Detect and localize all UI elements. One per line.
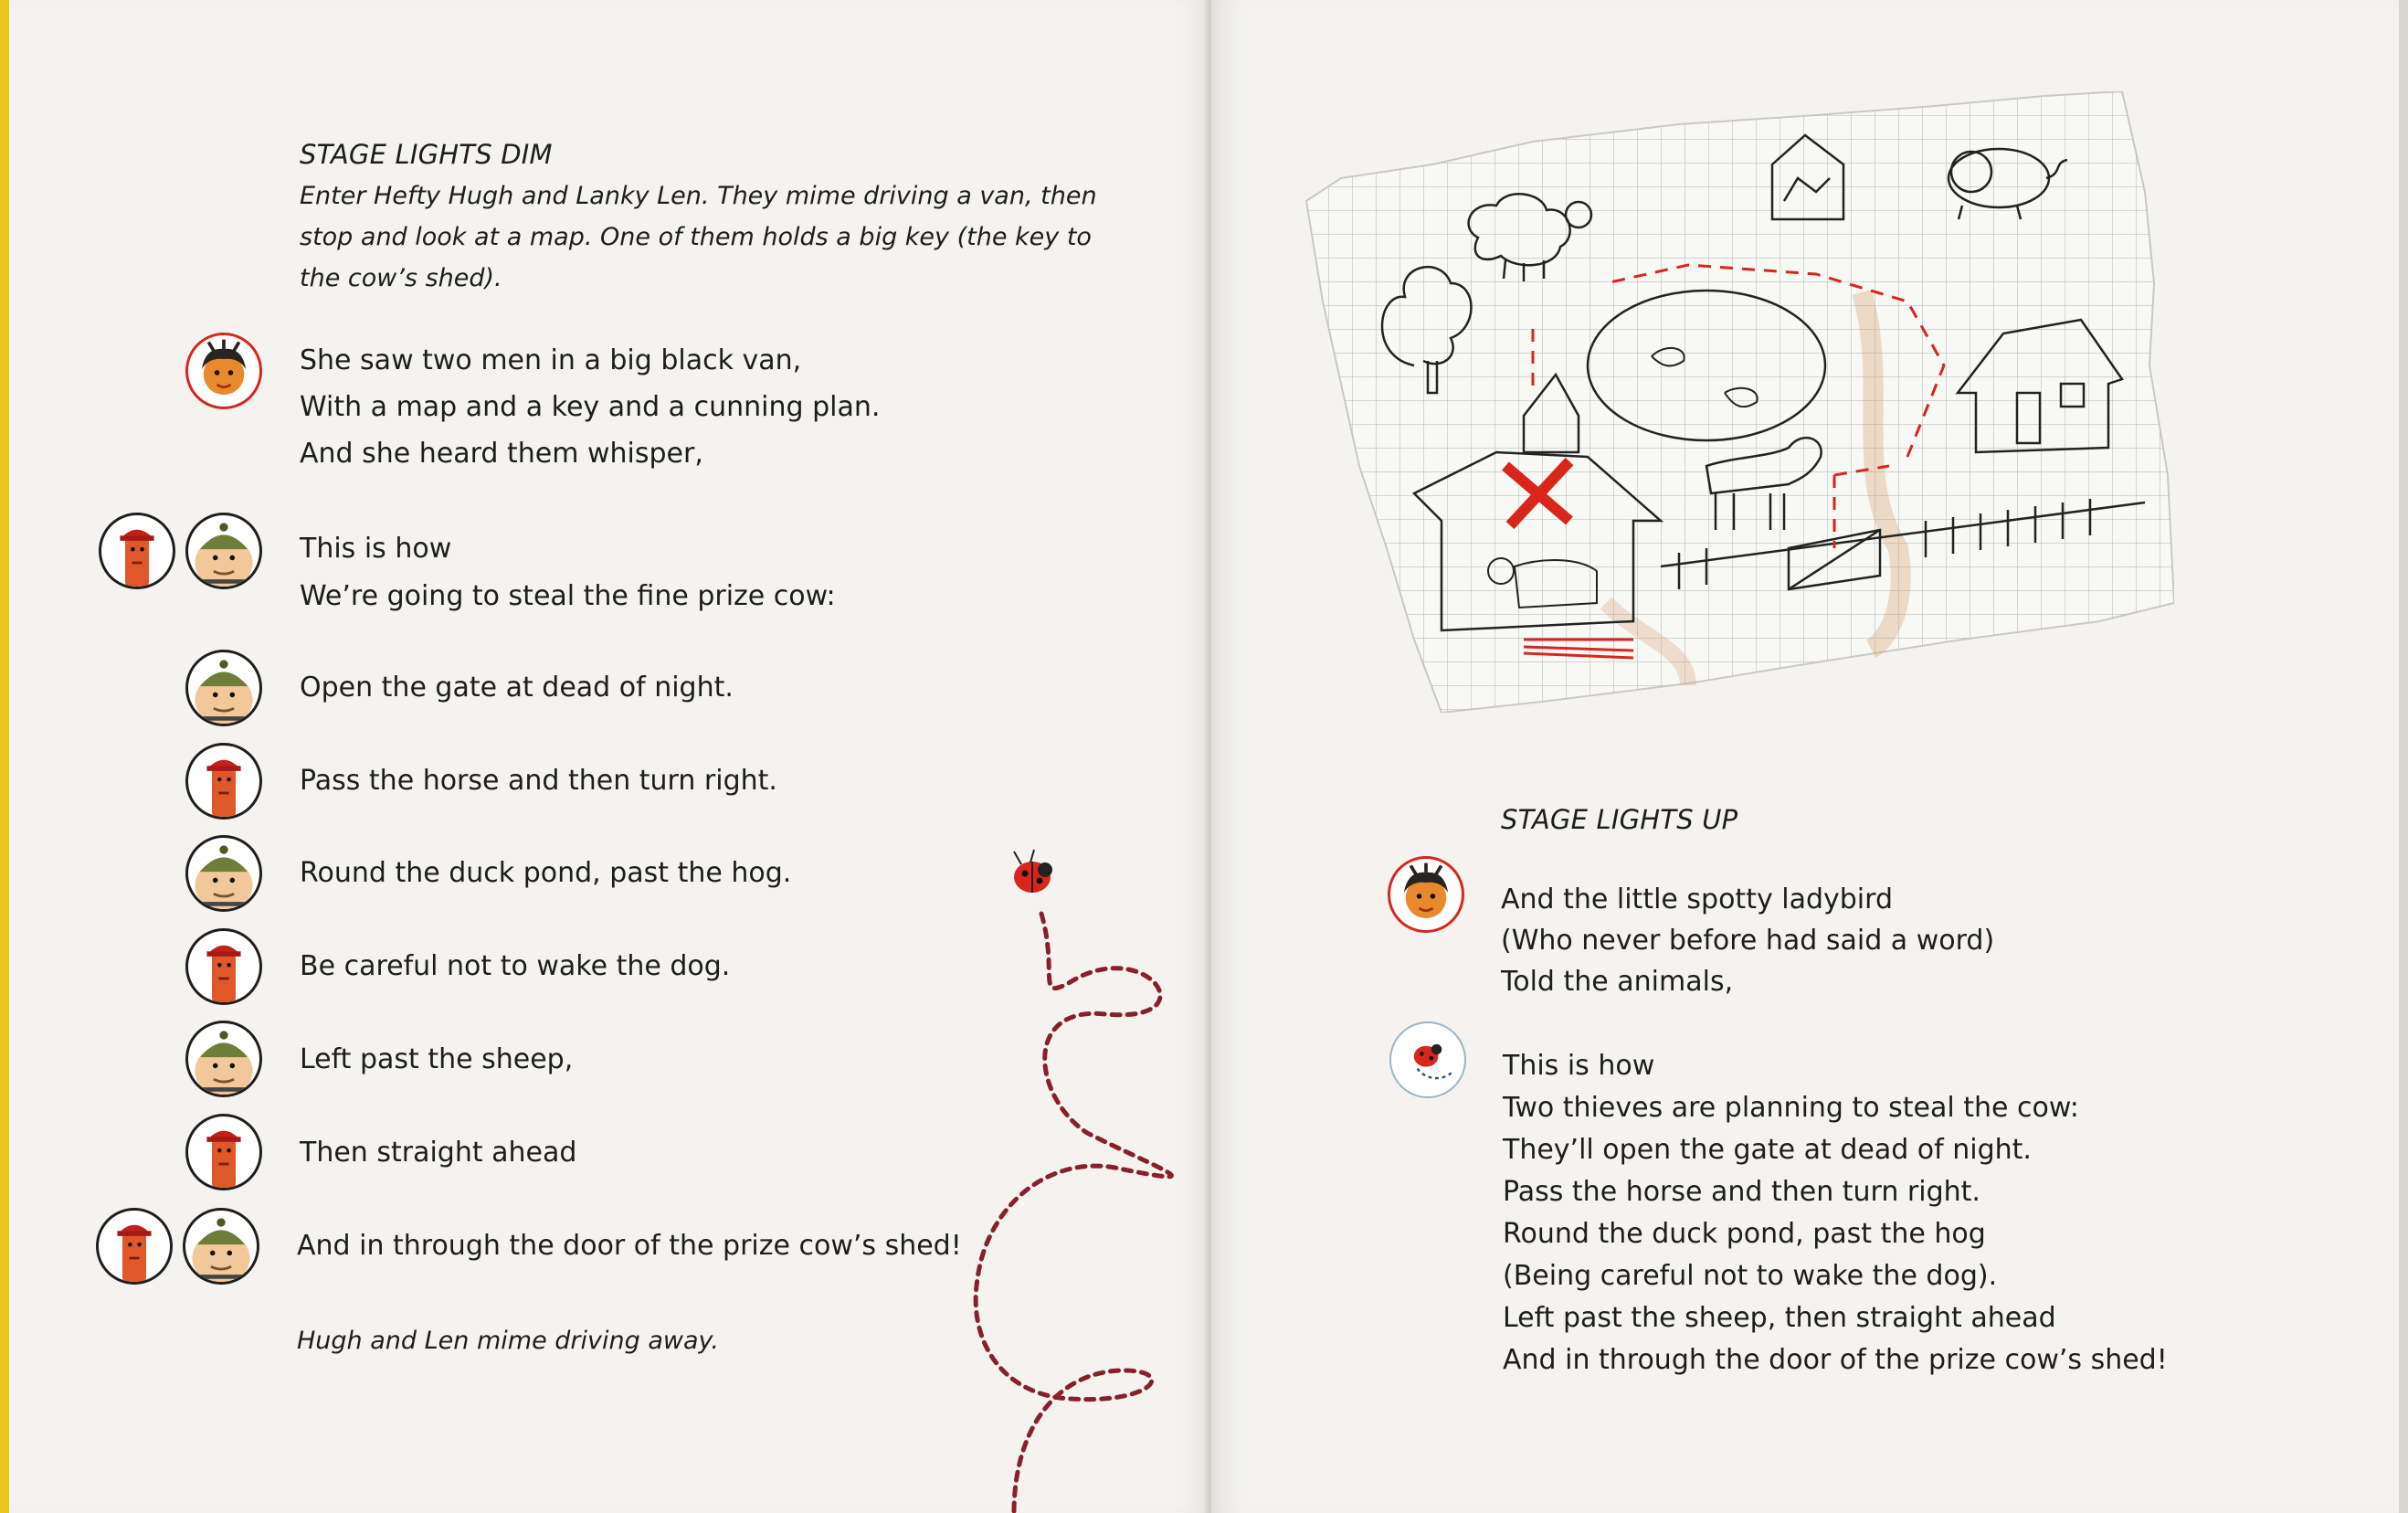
hefty-hugh-icon — [183, 1208, 259, 1285]
hefty-hugh-icon — [185, 650, 262, 726]
ladybird-icon — [1014, 850, 1052, 893]
treasure-map-illustration — [1304, 91, 2174, 713]
exit-stage-direction: Hugh and Len mime driving away. — [297, 1327, 719, 1355]
lanky-len-icon — [99, 513, 175, 589]
dialogue-line: Open the gate at dead of night. — [300, 672, 734, 704]
ladybird-icon — [1389, 1021, 1466, 1098]
lanky-len-icon — [185, 928, 262, 1005]
girl-narrator-icon — [185, 333, 262, 409]
narrator-lines-2: And the little spotty ladybird (Who never before had said a word) Told the animals, — [1501, 883, 1995, 998]
stage-lights-dim: STAGE LIGHTS DIM — [300, 139, 553, 170]
narrator-lines-1: She saw two men in a big black van, With a map and a key and a cunning plan. And she heard them whisper, — [300, 344, 881, 470]
hefty-hugh-icon — [185, 835, 262, 912]
ladybird-flight-trail — [941, 841, 1197, 1513]
both-lines: This is how We’re going to steal the fine prize cow: — [300, 533, 836, 612]
dialogue-line: Left past the sheep, — [300, 1043, 574, 1075]
dialogue-line: Then straight ahead — [300, 1137, 577, 1169]
dialogue-line: Pass the horse and then turn right. — [300, 765, 777, 797]
lanky-len-icon — [185, 1114, 262, 1190]
lanky-len-icon — [96, 1208, 173, 1285]
hefty-hugh-icon — [185, 513, 262, 589]
intro-stage-direction: Enter Hefty Hugh and Lanky Len. They mime driving a van, then stop and look at a map. One of them holds a big key (the key to the cow’s shed). — [300, 182, 1097, 292]
hefty-hugh-icon — [185, 1021, 262, 1097]
ladybird-lines: This is how Two thieves are planning to steal the cow: They’ll open the gate at dead of night. Pass the horse and then turn right. Round the duck pond, past the hog (Being careful not to wake the dog). Left past the sheep, then straight ahead And in through the door of the prize cow’s shed! — [1503, 1050, 2168, 1376]
lanky-len-icon — [185, 743, 262, 820]
stage-lights-up: STAGE LIGHTS UP — [1501, 804, 1738, 835]
girl-narrator-icon — [1388, 856, 1464, 933]
dialogue-line: Be careful not to wake the dog. — [300, 950, 731, 982]
dialogue-line: Round the duck pond, past the hog. — [300, 857, 792, 889]
final-both-line: And in through the door of the prize cow’s shed! — [297, 1230, 962, 1262]
